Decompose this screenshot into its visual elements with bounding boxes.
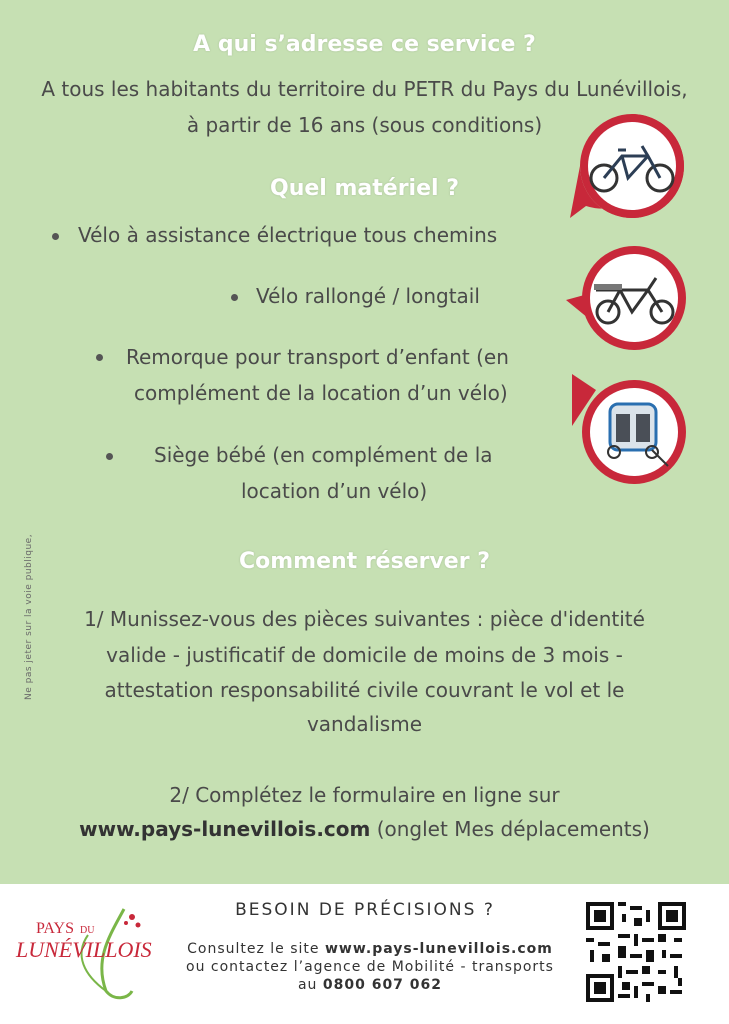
equipment-item-ebike: Vélo à assistance électrique tous chemins	[78, 223, 498, 247]
booking-step1-line-1: 1/ Munissez-vous des pièces suivantes : pièce d'identité	[84, 607, 645, 631]
booking-step2-line-2	[0, 812, 729, 846]
equipment-item-trailer-line-1: Remorque pour transport d’enfant (en	[126, 345, 509, 369]
booking-step2-line-1: 2/ Complétez le formulaire en ligne sur	[169, 783, 560, 807]
ebike-icon	[566, 110, 690, 228]
footer-line-1-prefix: Consultez le site	[187, 941, 325, 957]
bullet-dot	[231, 294, 238, 301]
footer-line-3	[160, 976, 580, 995]
side-note: Ne pas jeter sur la voie publique,	[24, 533, 34, 700]
booking-step1-line-4: vandalisme	[306, 712, 423, 736]
pays-du-lunevillois-logo	[14, 895, 164, 1005]
footer-line-1	[160, 940, 580, 959]
logo-name-text: LUNÉVILLOIS	[16, 937, 152, 962]
equipment-item-longtail: Vélo rallongé / longtail	[256, 284, 480, 308]
footer-title: BESOIN DE PRÉCISIONS ?	[235, 900, 495, 920]
equipment-item-babyseat-line-1: Siège bébé (en complément de la	[154, 443, 493, 467]
heading-audience: A qui s’adresse ce service ?	[193, 32, 536, 57]
bullet-dot	[52, 233, 59, 240]
booking-step2-rest: (onglet Mes déplacements)	[370, 817, 650, 841]
bullet-dot	[106, 453, 113, 460]
logo-du-text: DU	[80, 925, 95, 936]
booking-step1-line-3: attestation responsabilité civile couvrant le vol et le	[104, 678, 625, 702]
longtail-bike-icon	[566, 238, 690, 356]
footer-line-2: ou contactez l’agence de Mobilité - transports	[186, 959, 554, 975]
booking-step1-line-2: valide - justificatif de domicile de moins de 3 mois -	[106, 643, 623, 667]
footer-website-link[interactable]: www.pays-lunevillois.com	[325, 941, 553, 957]
footer-phone: 0800 607 062	[322, 977, 443, 993]
audience-line-1: A tous les habitants du territoire du PETR du Pays du Lunévillois,	[41, 77, 688, 101]
equipment-item-trailer-line-2: complément de la location d’un vélo)	[134, 381, 508, 405]
logo-top-text: PAYS	[36, 920, 74, 937]
footer-line-3-prefix: au	[297, 977, 323, 993]
heading-booking: Comment réserver ?	[238, 549, 491, 574]
equipment-item-babyseat-line-2: location d’un vélo)	[241, 479, 428, 503]
website-link[interactable]: www.pays-lunevillois.com	[79, 817, 371, 841]
heading-equipment: Quel matériel ?	[270, 176, 459, 201]
audience-line-2: à partir de 16 ans (sous conditions)	[186, 113, 543, 137]
child-trailer-icon	[566, 370, 690, 496]
bullet-dot	[96, 354, 103, 361]
qr-code-icon[interactable]	[586, 902, 686, 1002]
